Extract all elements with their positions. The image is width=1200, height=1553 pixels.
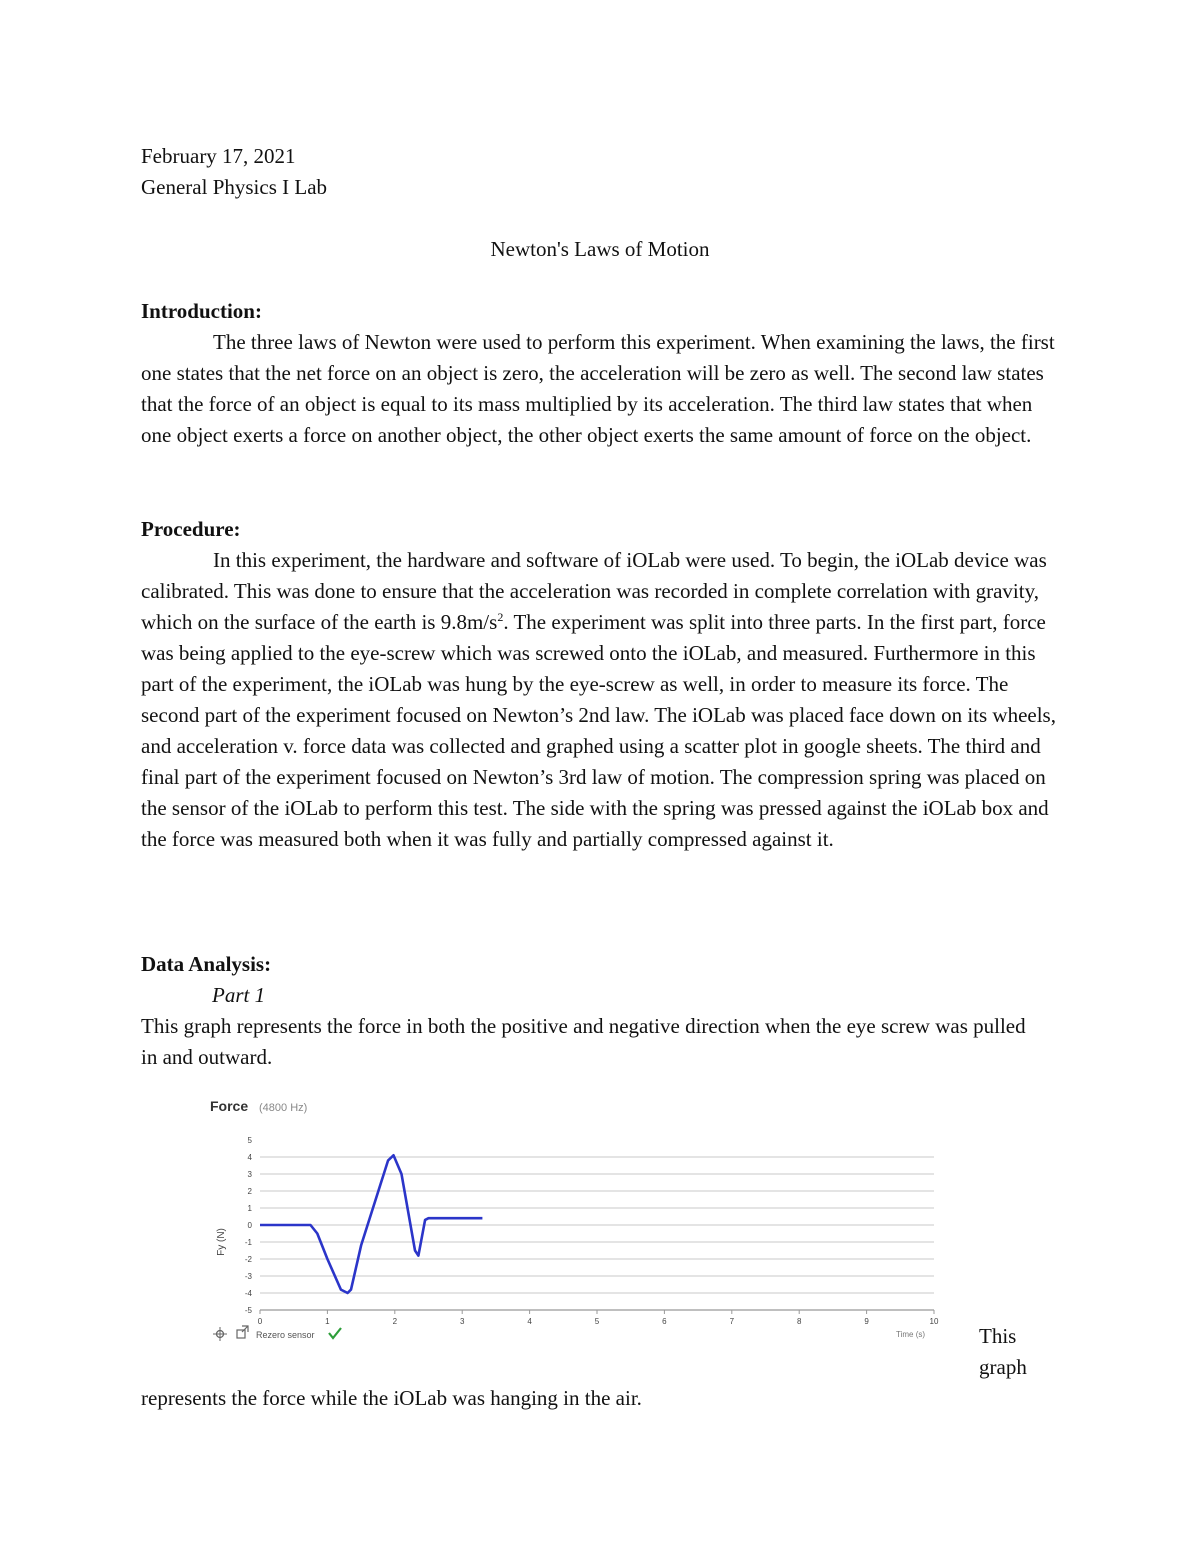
x-tick-label: 1 — [325, 1317, 330, 1326]
y-tick-label: -4 — [244, 1289, 252, 1298]
x-axis-label: Time (s) — [896, 1330, 926, 1339]
caption-1-block — [141, 1011, 1041, 1073]
x-tick-label: 3 — [459, 1317, 465, 1326]
x-tick-label: 8 — [796, 1317, 802, 1326]
data-analysis-heading: Data Analysis: — [141, 952, 272, 976]
y-tick-label: 4 — [247, 1153, 252, 1162]
x-tick-label: 5 — [594, 1317, 600, 1326]
x-tick-label: 4 — [527, 1317, 532, 1326]
x-tick-label: 0 — [257, 1317, 263, 1326]
y-tick-label: -3 — [244, 1272, 252, 1281]
caption-2: represents the force while the iOLab was hanging in the air. — [141, 1386, 642, 1410]
y-tick-label: -1 — [244, 1238, 252, 1247]
y-tick-label: -2 — [244, 1255, 252, 1264]
introduction-paragraph: The three laws of Newton were used to perform this experiment. When examining the laws, the first one states that the net force on an object is zero, the acceleration will be zero as well. The second law states that the force of an object is equal to its mass multiplied by its acceleration. The third law states that when one object exerts a force on another object, the other object exerts the same amount of force on the object. — [141, 330, 1055, 447]
chart-title: Force — [210, 1098, 249, 1114]
introduction-section — [141, 327, 1056, 451]
caption-1: This graph represents the force in both the positive and negative direction when the eye screw was pulled in and outward. — [141, 1014, 1026, 1069]
y-tick-label: 0 — [247, 1221, 252, 1230]
x-tick-labels — [258, 1310, 939, 1326]
superscript-two: 2 — [497, 610, 504, 624]
procedure-text-b: . The experiment was split into three parts. In the first part, force was being applied to the eye-screw which was screwed onto the iOLab, and measured. Furthermore in this part of the experiment, the iOLab was hung by the eye-screw as well, in order to measure its force. The second part of the experiment focused on Newton’s 2nd law. The iOLab was placed face down on its wheels, and acceleration v. force data was collected and graphed using a scatter plot in google sheets. The third and final part of the experiment focused on Newton’s 3rd law of motion. The compression spring was placed on the sensor of the iOLab to perform this test. The side with the spring was pressed against the iOLab box and the force was measured both when it was fully and partially compressed against it. — [141, 610, 1056, 851]
procedure-heading: Procedure: — [141, 517, 241, 541]
course-name: General Physics I Lab — [141, 175, 328, 199]
introduction-heading: Introduction: — [141, 299, 262, 323]
force-series-line — [260, 1155, 482, 1293]
check-icon — [329, 1328, 341, 1338]
y-tick-label: -5 — [244, 1306, 252, 1315]
rezero-sensor-label[interactable]: Rezero sensor — [256, 1330, 315, 1340]
x-tick-label: 6 — [662, 1317, 667, 1326]
chart-subtitle: (4800 Hz) — [259, 1102, 308, 1114]
crosshair-icon[interactable] — [213, 1327, 227, 1341]
x-tick-label: 9 — [864, 1317, 869, 1326]
side-word-this: This — [979, 1324, 1017, 1348]
x-tick-label: 2 — [392, 1317, 398, 1326]
y-tick-labels — [245, 1136, 253, 1315]
y-axis-label: Fy (N) — [216, 1228, 227, 1256]
side-word-graph: graph — [979, 1355, 1027, 1379]
document-date: February 17, 2021 — [141, 144, 296, 168]
y-tick-label: 3 — [247, 1170, 252, 1179]
y-tick-label: 2 — [247, 1187, 252, 1196]
part-1-label: Part 1 — [212, 983, 266, 1007]
force-chart — [196, 1088, 956, 1354]
external-link-icon[interactable] — [237, 1326, 248, 1338]
procedure-paragraph — [141, 545, 1056, 855]
y-tick-label: 1 — [247, 1204, 252, 1213]
document-title: Newton's Laws of Motion — [490, 237, 710, 261]
x-tick-label: 7 — [729, 1317, 735, 1326]
y-tick-label: 5 — [247, 1136, 252, 1145]
procedure-text-a: In this experiment, the hardware and software of iOLab were used. To begin, the iOLab device was calibrated. This was done to ensure that the acceleration was recorded in complete correlation with gravity, which on the surface of the earth is 9.8m/s — [141, 548, 1047, 634]
procedure-section — [141, 545, 1056, 855]
grid-lines — [260, 1157, 934, 1310]
x-tick-label: 10 — [929, 1317, 939, 1326]
